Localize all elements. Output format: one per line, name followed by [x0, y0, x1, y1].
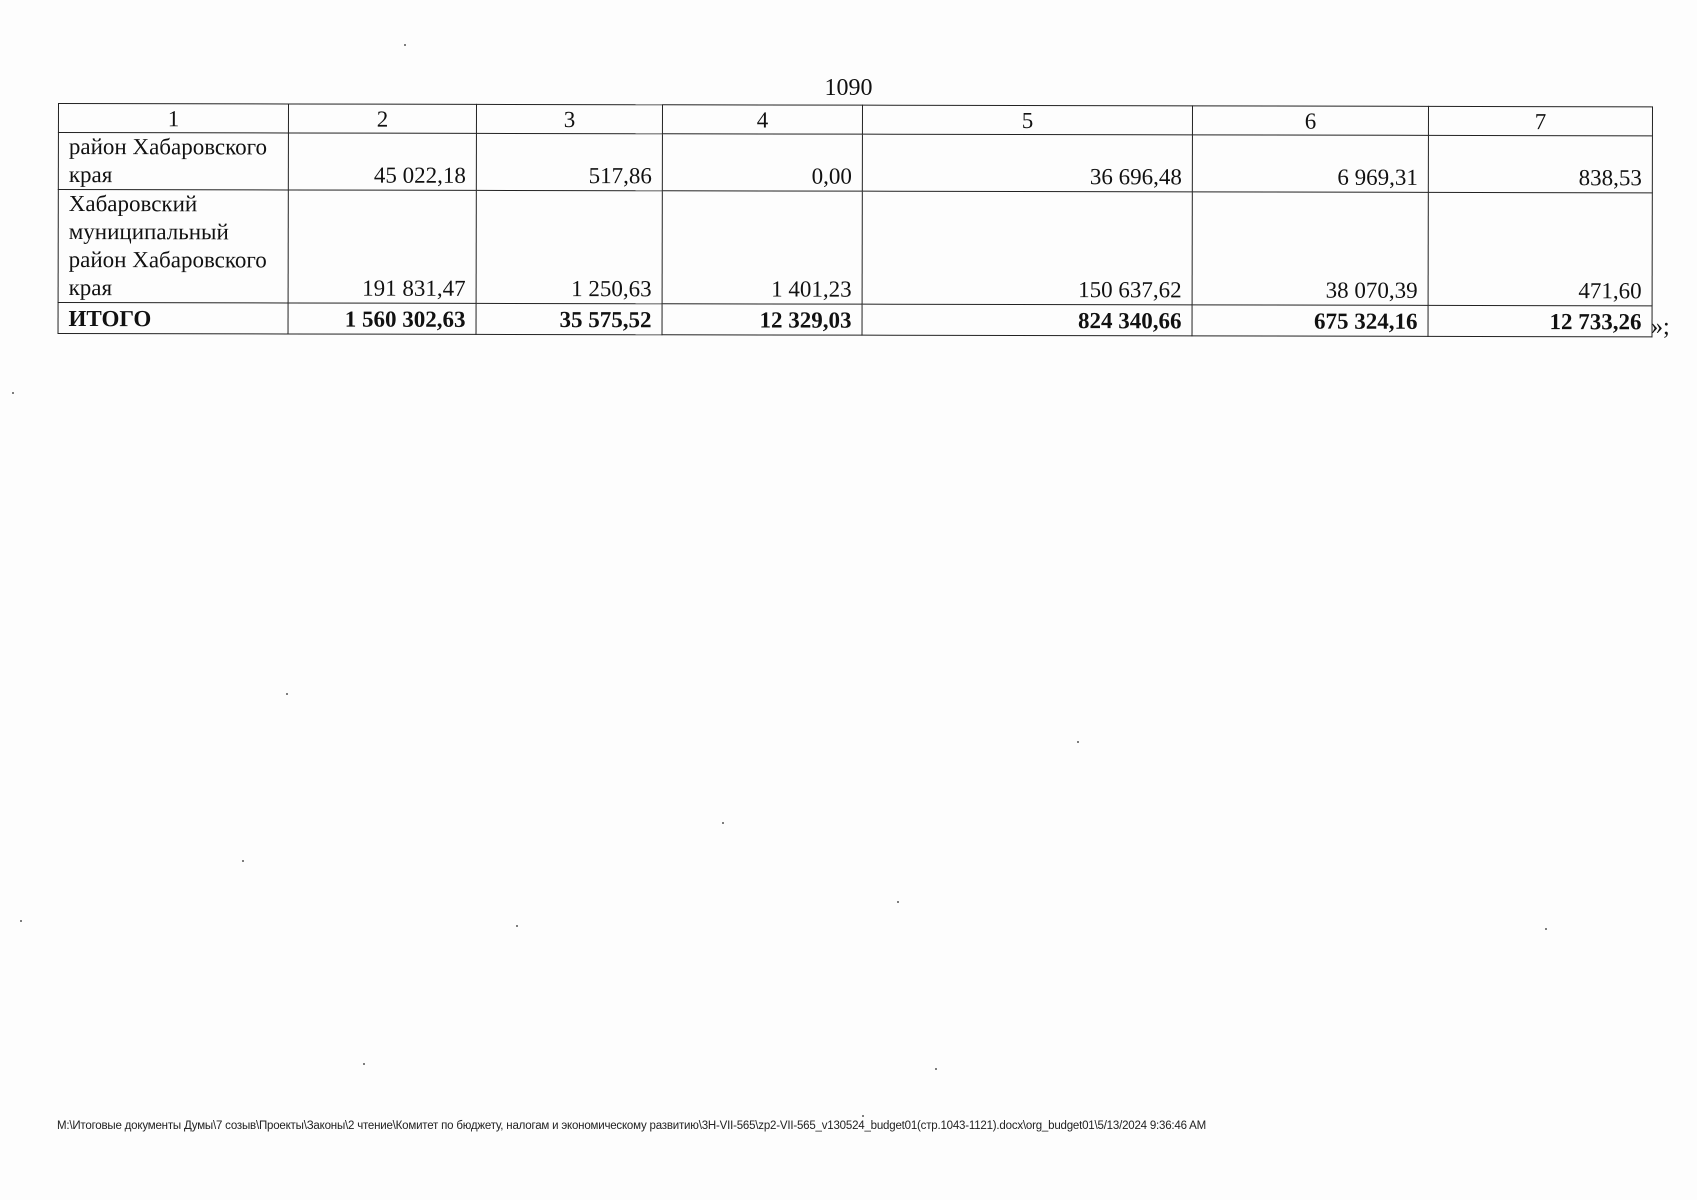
row-name-line: края [68, 162, 113, 188]
budget-table [58, 103, 1653, 337]
table-row [58, 190, 1652, 306]
scan-speck [935, 1068, 937, 1070]
value-cell: 1 250,63 [476, 190, 662, 303]
value-cell: 38 070,39 [1192, 192, 1428, 305]
value-cell: 36 696,48 [862, 134, 1192, 192]
scan-speck [404, 44, 406, 46]
total-value-cell: 1 560 302,63 [288, 303, 476, 334]
total-value-cell: 12 329,03 [662, 304, 862, 335]
row-name-line: Хабаровский [68, 191, 198, 217]
column-header: 2 [288, 104, 476, 133]
row-name-cell [58, 190, 288, 303]
value-cell: 1 401,23 [662, 191, 862, 304]
value-cell: 838,53 [1428, 135, 1652, 192]
total-value-cell: 12 733,26 [1428, 305, 1652, 336]
value-cell: 0,00 [662, 134, 862, 191]
column-header: 6 [1192, 106, 1428, 135]
row-name-line: район Хабаровского [68, 247, 267, 273]
total-value-cell: 35 575,52 [476, 303, 662, 334]
column-header: 4 [662, 105, 862, 134]
closing-quote-mark: »; [1651, 314, 1670, 340]
total-row [58, 303, 1652, 337]
scan-speck [1077, 741, 1079, 743]
footer-file-path: M:\Итоговые документы Думы\7 созыв\Проекты\Законы\2 чтение\Комитет по бюджету, налогам и экономическому развитию\3Н-VII-565\zp2-VII-565_v130524_budget01(стр.1043-1121).docx\org_budget01\5/13/2024 9:36:46 AM [57, 1120, 1207, 1132]
scan-speck [862, 1115, 864, 1117]
table-header-row [58, 104, 1652, 136]
value-cell: 6 969,31 [1192, 135, 1428, 192]
column-header: 7 [1428, 106, 1652, 135]
total-value-cell: 824 340,66 [862, 304, 1192, 336]
scan-speck [516, 925, 518, 927]
value-cell: 45 022,18 [288, 133, 476, 190]
scan-speck [1545, 928, 1547, 930]
value-cell: 150 637,62 [862, 191, 1192, 305]
scan-speck [722, 822, 724, 824]
total-label: ИТОГО [58, 303, 288, 334]
scan-speck [12, 392, 14, 394]
column-header: 5 [862, 105, 1192, 135]
table-row [58, 133, 1652, 193]
row-name-cell [58, 133, 288, 190]
value-cell: 517,86 [476, 133, 662, 190]
scan-speck [242, 860, 244, 862]
row-name-line: район Хабаровского [68, 134, 268, 160]
total-value-cell: 675 324,16 [1192, 305, 1428, 336]
row-name-line: муниципальный [68, 219, 229, 245]
column-header: 1 [58, 104, 288, 133]
row-name-line: края [68, 275, 113, 301]
value-cell: 191 831,47 [288, 190, 476, 303]
page-number: 1090 [824, 75, 873, 101]
scan-speck [363, 1063, 365, 1065]
value-cell: 471,60 [1428, 192, 1652, 305]
scan-speck [20, 920, 22, 922]
scan-speck [286, 693, 288, 695]
column-header: 3 [476, 104, 662, 133]
scan-speck [897, 901, 899, 903]
